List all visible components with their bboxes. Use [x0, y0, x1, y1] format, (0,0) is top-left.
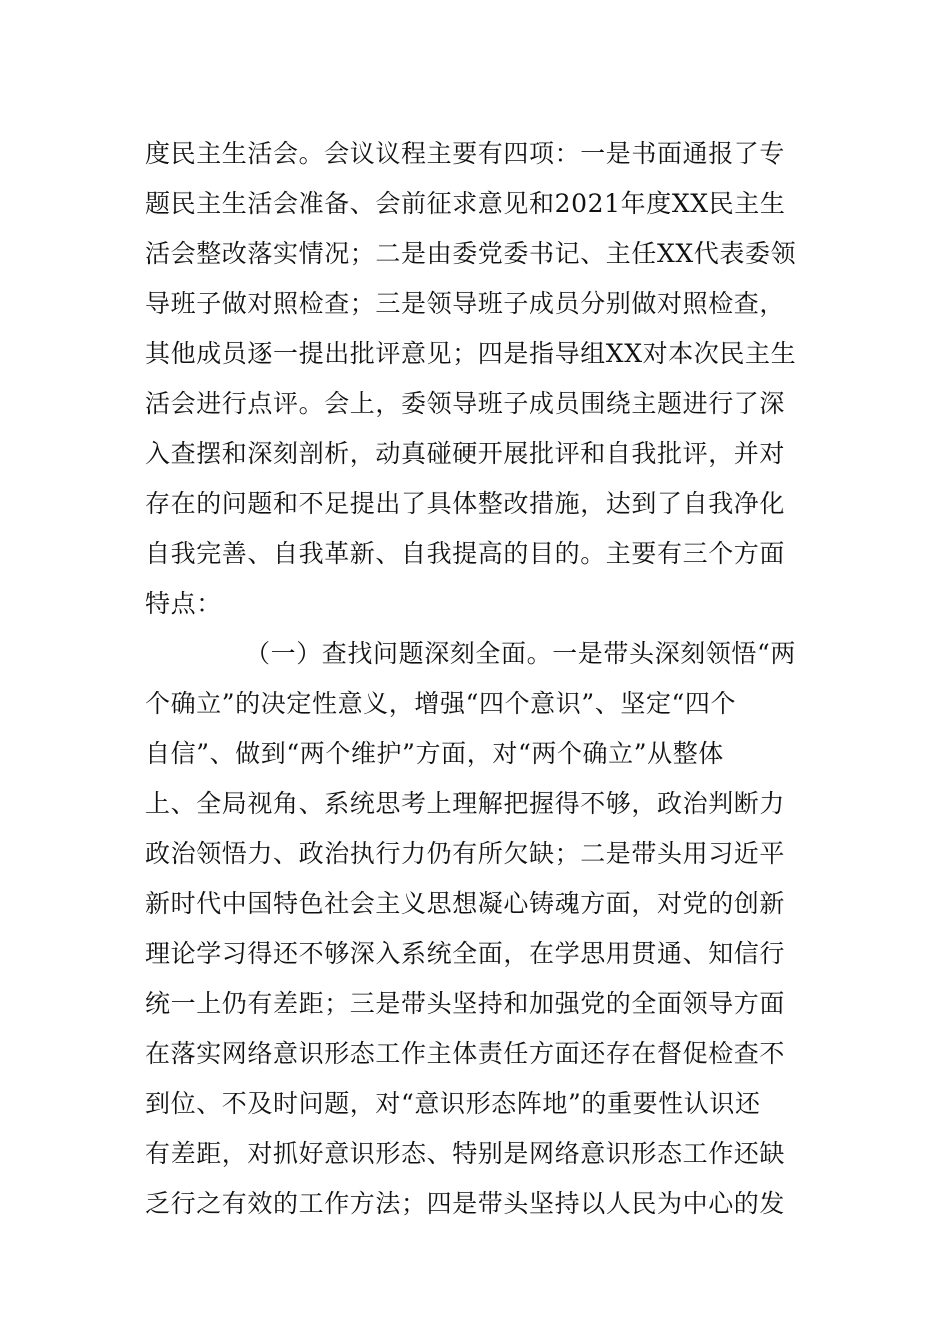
- text-line: 在落实网络意识形态工作主体责任方面还存在督促检查不: [145, 1039, 786, 1068]
- text-line: 新时代中国特色社会主义思想凝心铸魂方面，对党的创新: [145, 889, 786, 918]
- text-line: 个确立”的决定性意义，增强“四个意识”、坚定“四个: [145, 689, 737, 718]
- text-line: 活会整改落实情况；二是由委党委书记、主任XX代表委领: [145, 239, 797, 268]
- text-line: 自我完善、自我革新、自我提高的目的。主要有三个方面: [145, 539, 786, 568]
- text-line: 特点：: [145, 589, 222, 618]
- text-line: 理论学习得还不够深入系统全面，在学思用贯通、知信行: [145, 939, 786, 968]
- text-line: 乏行之有效的工作方法；四是带头坚持以人民为中心的发: [145, 1189, 786, 1218]
- text-line: 存在的问题和不足提出了具体整改措施，达到了自我净化: [145, 489, 786, 518]
- text-line: 入查摆和深刻剖析，动真碰硬开展批评和自我批评，并对: [145, 439, 786, 468]
- text-line: 统一上仍有差距；三是带头坚持和加强党的全面领导方面: [145, 989, 786, 1018]
- text-line: 度民主生活会。会议议程主要有四项：一是书面通报了专: [145, 139, 786, 168]
- text-line: 活会进行点评。会上，委领导班子成员围绕主题进行了深: [145, 389, 786, 418]
- text-line: 上、全局视角、系统思考上理解把握得不够，政治判断力: [145, 789, 786, 818]
- document-body: [145, 134, 815, 1234]
- text-line: 政治领悟力、政治执行力仍有所欠缺；二是带头用习近平: [145, 839, 786, 868]
- text-line: 到位、不及时问题，对“意识形态阵地”的重要性认识还: [145, 1089, 761, 1118]
- text-line: 其他成员逐一提出批评意见；四是指导组XX对本次民主生: [145, 339, 797, 368]
- text-line: 导班子做对照检查；三是领导班子成员分别做对照检查，: [145, 289, 786, 318]
- text-line: 自信”、做到“两个维护”方面，对“两个确立”从整体: [145, 739, 724, 768]
- text-line: 有差距，对抓好意识形态、特别是网络意识形态工作还缺: [145, 1139, 786, 1168]
- section-heading-line: （一）查找问题深刻全面。一是带头深刻领悟“两: [245, 639, 796, 668]
- text-line: 题民主生活会准备、会前征求意见和2021年度XX民主生: [145, 189, 786, 218]
